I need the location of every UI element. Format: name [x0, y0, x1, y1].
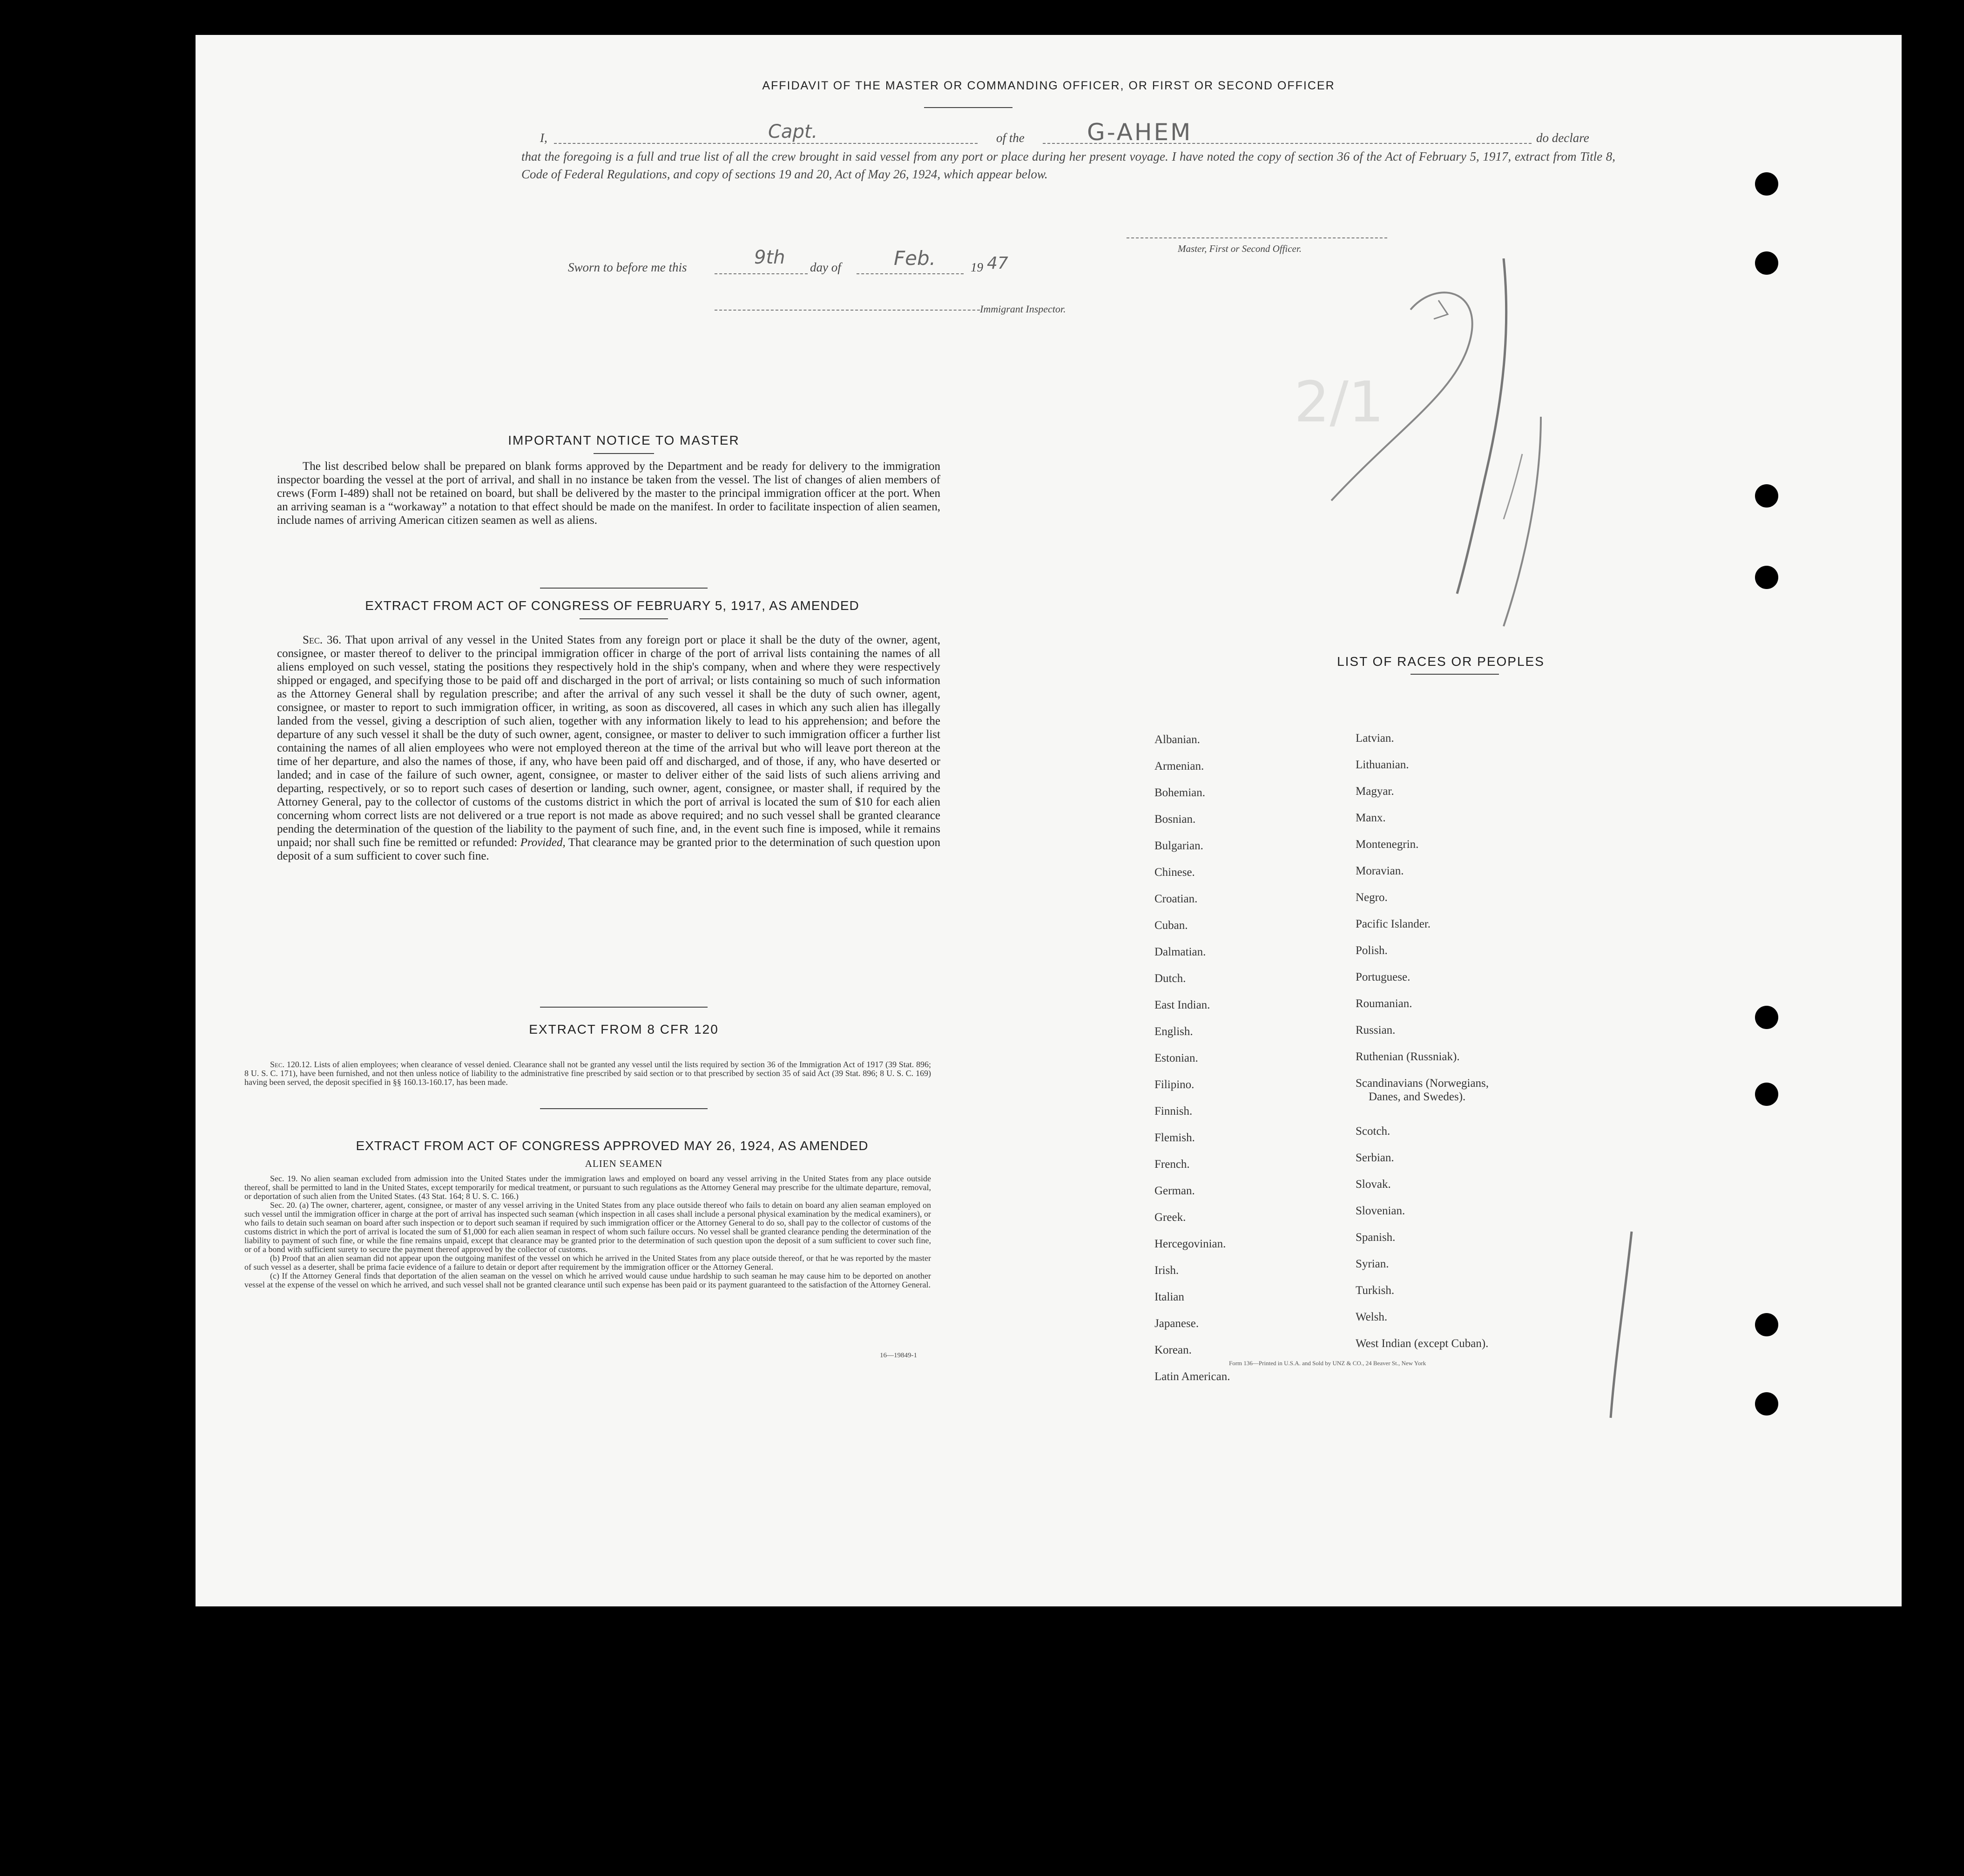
extract-1924-text — [244, 1174, 931, 1289]
race-item: Greek. — [1154, 1211, 1186, 1224]
sec-20a-text: Sec. 20. (a) The owner, charterer, agent, consignee, or master of any vessel arriving in the United States from any place outside thereof who fails to detain on board any alien seaman employed on such vessel until the immigration officer in charge at the port of arrival has inspected such seaman (which inspection in all cases shall include a personal physical examination by the medical examiners), or who fails to detain such seaman on board after such inspection or to deport such seaman if required by such immigration officer or the Attorney General to do so, shall pay to the collector of customs of the customs district in which the port of arrival is located the sum of $1,000 for each alien seaman in respect of whom such failure occurs. No vessel shall be granted clearance pending the determination of the liability to payment of such fine, or while the fine remains unpaid, except that clearance may be granted prior to the determination of such question upon the deposit of a sum sufficient to cover such fine, or of a bond with sufficient surety to secure the payment thereof approved by the collector of customs. — [244, 1200, 931, 1254]
extract-1924-subtitle: ALIEN SEAMEN — [585, 1158, 663, 1169]
race-item: Latvian. — [1356, 732, 1394, 745]
punch-hole — [1755, 172, 1778, 196]
race-item: Chinese. — [1154, 866, 1195, 879]
day-blank — [715, 273, 808, 274]
divider — [540, 588, 708, 589]
race-item: Roumanian. — [1356, 997, 1412, 1010]
race-item: Albanian. — [1154, 733, 1200, 746]
handwritten-number-text: 2/1 — [1294, 370, 1384, 435]
affidavit-line1: I, — [540, 131, 547, 145]
punch-hole — [1755, 251, 1778, 275]
race-item: Magyar. — [1356, 785, 1394, 798]
race-item: Turkish. — [1356, 1284, 1395, 1297]
handwritten-name: Capt. — [768, 121, 818, 142]
punch-hole — [1755, 484, 1778, 508]
sec-36-label: Sec. 36. — [303, 634, 342, 646]
month-blank — [857, 273, 964, 274]
race-item: Finnish. — [1154, 1105, 1193, 1117]
handwritten-number — [1243, 258, 1569, 668]
race-item: Slovak. — [1356, 1178, 1391, 1191]
handwritten-vessel: G-AHEM — [1087, 119, 1193, 146]
race-item: Manx. — [1356, 812, 1386, 824]
race-item: Lithuanian. — [1356, 759, 1409, 771]
races-title: LIST OF RACES OR PEOPLES — [1337, 654, 1545, 669]
race-item: Montenegrin. — [1356, 838, 1419, 851]
race-item: Bosnian. — [1154, 813, 1196, 826]
race-item: Estonian. — [1154, 1052, 1198, 1064]
punch-hole — [1755, 1083, 1778, 1106]
race-item: Japanese. — [1154, 1317, 1199, 1330]
race-item: Bohemian. — [1154, 786, 1206, 799]
race-item: Serbian. — [1356, 1151, 1394, 1164]
sec-19-text: Sec. 19. No alien seaman excluded from admission into the United States under the immigration laws and employed on board any vessel arriving in the United States from any place outside thereof, shall be permitted to land in the United States, except temporarily for medical treatment, or pursuant to such regulations as the Attorney General may prescribe for the ultimate departure, removal, or deportation of such alien from the United States. (43 Stat. 164; 8 U. S. C. 166.) — [244, 1174, 931, 1201]
name-blank — [554, 143, 978, 144]
notice-title: IMPORTANT NOTICE TO MASTER — [508, 433, 740, 447]
master-signature-line — [1127, 237, 1387, 238]
race-item: Bulgarian. — [1154, 840, 1203, 852]
divider — [924, 107, 1012, 108]
race-item: Polish. — [1356, 944, 1388, 957]
race-item: Hercegovinian. — [1154, 1238, 1226, 1250]
document-page — [196, 35, 1902, 1606]
year-prefix: 19 — [971, 260, 983, 274]
pen-stroke — [1606, 1227, 1634, 1422]
race-item: Scotch. — [1356, 1124, 1390, 1138]
race-item: English. — [1154, 1025, 1193, 1038]
divider — [540, 1007, 708, 1008]
race-item: Dutch. — [1154, 972, 1186, 985]
master-label: Master, First or Second Officer. — [1178, 243, 1302, 254]
divider — [594, 453, 654, 454]
extract-cfr-text: Sec. 120.12. Lists of alien employees; when clearance of vessel denied. Clearance shall not be granted any vessel until the lists required by section 36 of the Immigration Act of 1917 (39 Stat. 896; 8 U. S. C. 171), have been furnished, and not then unless notice of liability to the administrative fine prescribed by said section or to that prescribed by section 35 of said Act (39 Stat. 896; 8 U. S. C. 169) having been served, the deposit specified in §§ 160.13-160.17, has been made. — [244, 1060, 931, 1087]
race-item: Spanish. — [1356, 1231, 1396, 1244]
race-item: Flemish. — [1154, 1131, 1195, 1144]
race-item: Welsh. — [1356, 1310, 1388, 1323]
affidavit-text: that the foregoing is a full and true list of all the crew brought in said vessel from any port or place during her present voyage. I have noted the copy of section 36 of the Act of February 5, 1917, extract from Title 8, Code of Federal Regulations, and copy of sections 19 and 20, Act of May 26, 1924, which appear below. — [521, 149, 1615, 181]
of-the-text: of the — [996, 131, 1025, 145]
punch-hole — [1755, 1313, 1778, 1336]
divider — [1411, 674, 1499, 675]
inspector-label: Immigrant Inspector. — [980, 303, 1066, 315]
punch-hole — [1755, 1006, 1778, 1029]
day-of-text: day of — [810, 260, 841, 274]
extract-1917-text: Sec. 36. That upon arrival of any vessel in the United States from any foreign port or place it shall be the duty of the owner, agent, consignee, or master thereof to deliver to the principal immigration officer in charge of the port of arrival lists containing the names of all aliens employed on such vessel, stating the positions they respectively hold in the ship's company, when and where they were respectively shipped or engaged, and specifying those to be paid off and discharged in the port of arrival; or lists containing so much of such information as the Attorney General shall by regulation prescribe; and after the arrival of any such vessel it shall be the duty of such owner, agent, consignee, or master to report to such immigration officer, in writing, as soon as discovered, all cases in which any such alien has illegally landed from the vessel, giving a description of such alien, together with any information likely to lead to his apprehension; and before the departure of any such vessel it shall be the duty of such owner, agent, consignee, or master to deliver to such immigration officer a further list containing the names of all alien employees who were not employed thereon at the time of the arrival but who will leave port thereon at the time of her departure, and also the names of those, if any, who have been paid off and discharged, and of those, if any, who have deserted or landed; and in case of the failure of such owner, agent, consignee, or master to deliver either of the said lists of such aliens arriving and departing, respectively, or so to report such cases of desertion or landing, such owner, agent, consignee, or master shall, if required by the Attorney General, pay to the collector of customs of the customs district in which the port of arrival is located the sum of $10 for each alien concerning whom correct lists are not delivered or a true report is not made as above required; and no such vessel shall be granted clearance pending the determination of the question of the liability to the payment of such fine, and, in the event such fine is imposed, while it remains unpaid; nor shall such fine be remitted or refunded: Provided, That clearance may be granted prior to the determination of such question upon deposit of a sum sufficient to cover such fine. — [277, 634, 941, 862]
race-item: Syrian. — [1356, 1257, 1389, 1270]
do-declare-text: do declare — [1536, 131, 1589, 145]
extract-cfr-title: EXTRACT FROM 8 CFR 120 — [529, 1022, 719, 1036]
sworn-text: Sworn to before me this — [568, 260, 687, 274]
divider — [580, 618, 668, 619]
affidavit-title: AFFIDAVIT OF THE MASTER OR COMMANDING OFFICER, OR FIRST OR SECOND OFFICER — [762, 79, 1335, 92]
form-code: 16—19849-1 — [880, 1352, 917, 1359]
race-item: Korean. — [1154, 1344, 1192, 1356]
notice-text: The list described below shall be prepared on blank forms approved by the Department and be ready for delivery to the immigration inspector boarding the vessel at the port of arrival, and shall in no instance be taken from the vessel. The list of changes of alien members of crews (Form I-489) shall not be retained on board, but shall be delivered by the master to the principal immigration officer at the port. When an arriving seaman is a “workaway” a notation to that effect should be made on the manifest. In order to facilitate inspection of alien seamen, include names of arriving American citizen seamen as well as aliens. — [277, 460, 940, 527]
race-item: Danes, and Swedes). — [1369, 1090, 1466, 1103]
race-item: West Indian (except Cuban). — [1356, 1337, 1489, 1350]
race-item: Armenian. — [1154, 760, 1204, 772]
handwritten-month: Feb. — [894, 247, 936, 270]
handwritten-year: 47 — [987, 254, 1008, 273]
extract-1924-title: EXTRACT FROM ACT OF CONGRESS APPROVED MAY 26, 1924, AS AMENDED — [356, 1138, 869, 1153]
race-item: Irish. — [1154, 1264, 1179, 1277]
race-item: Dalmatian. — [1154, 946, 1206, 958]
race-item: German. — [1154, 1185, 1195, 1197]
race-item: Cuban. — [1154, 919, 1188, 932]
race-item: French. — [1154, 1158, 1190, 1171]
sec-20c-text: (c) If the Attorney General finds that deportation of the alien seaman on the vessel on which he arrived would cause undue hardship to such seaman he may cause him to be deported on another vessel at the expense of the vessel on which he arrived, and such vessel shall not be granted clearance until such expense has been paid or its payment guaranteed to the satisfaction of the Attorney General. — [244, 1271, 931, 1289]
race-item: Croatian. — [1154, 893, 1198, 905]
race-item: Slovenian. — [1356, 1204, 1405, 1217]
extract-1917-title: EXTRACT FROM ACT OF CONGRESS OF FEBRUARY 5, 1917, AS AMENDED — [365, 598, 859, 613]
punch-hole — [1755, 1392, 1778, 1415]
footer-imprint: Form 136—Printed in U.S.A. and Sold by UNZ & CO., 24 Beaver St., New York — [1229, 1360, 1426, 1367]
race-item: Portuguese. — [1356, 971, 1411, 983]
punch-hole — [1755, 566, 1778, 589]
race-item: Ruthenian (Russniak). — [1356, 1050, 1460, 1063]
race-item: Moravian. — [1356, 865, 1404, 877]
race-item: Italian — [1154, 1291, 1184, 1303]
race-item: Pacific Islander. — [1356, 918, 1431, 930]
race-item: Scandinavians (Norwegians, — [1356, 1077, 1489, 1090]
race-item: Russian. — [1356, 1024, 1396, 1036]
race-item: East Indian. — [1154, 999, 1210, 1011]
sec-20b-text: (b) Proof that an alien seaman did not appear upon the outgoing manifest of the vessel on which he arrived in the United States from any place outside thereof, or that he was reported by the master of such vessel as a deserter, shall be prima facie evidence of a failure to detain or deport after requirement by the immigration officer or the Attorney General. — [244, 1253, 931, 1272]
inspector-signature-line — [715, 310, 980, 311]
race-item: Negro. — [1356, 891, 1388, 904]
handwritten-day: 9th — [754, 247, 785, 268]
race-item: Latin American. — [1154, 1370, 1230, 1383]
divider — [540, 1108, 708, 1109]
race-item: Filipino. — [1154, 1078, 1195, 1091]
